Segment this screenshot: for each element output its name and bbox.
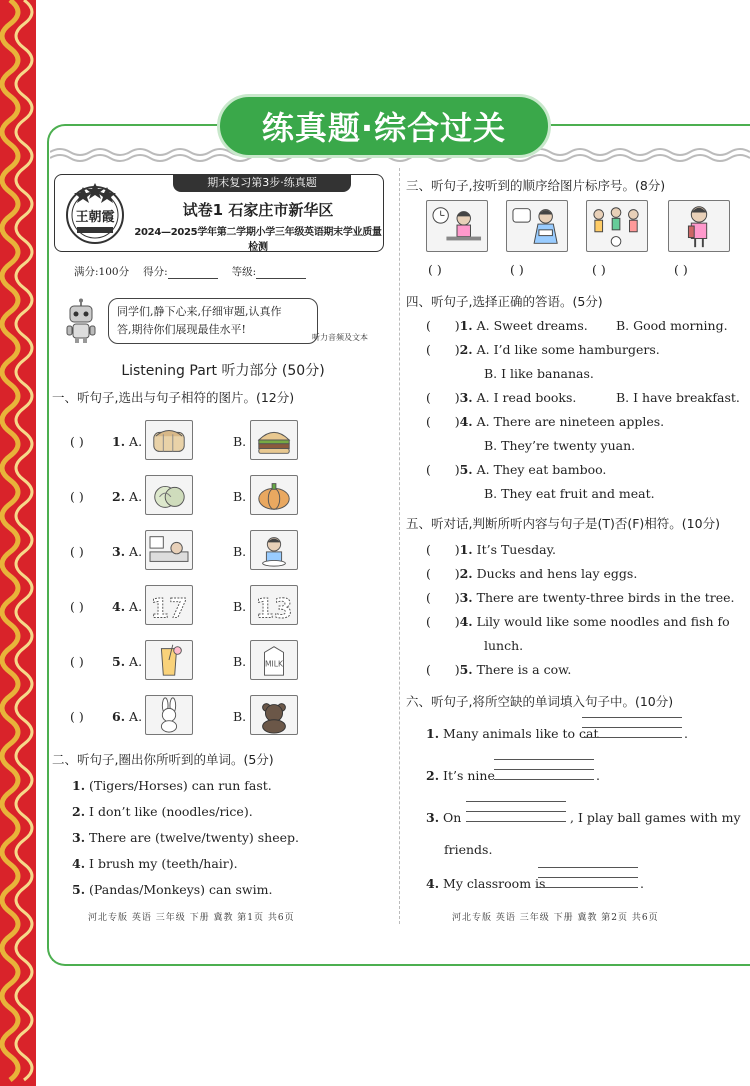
s3-answer-1[interactable]: ( ) (428, 262, 442, 277)
s1-option-b-hamburger-icon (250, 420, 298, 460)
svg-text:13: 13 (255, 593, 293, 624)
item-number: 3. (72, 830, 86, 845)
grade-blank[interactable] (256, 268, 306, 279)
score-row (74, 264, 384, 279)
item-number: 2. (459, 342, 473, 357)
s1-option-a-boy-sleeping-icon (145, 530, 193, 570)
s3-answer-3[interactable]: ( ) (592, 262, 606, 277)
item-text: On (443, 810, 462, 825)
s1-option-b-pumpkin-icon (250, 475, 298, 515)
svg-text:MILK: MILK (264, 659, 284, 669)
item-number: 4. (459, 414, 473, 429)
footer-left: 河北专版 英语 三年级 下册 冀教 第1页 共6页 (88, 913, 295, 923)
s6-item-2-end: . (596, 768, 600, 783)
s3-answer-4[interactable]: ( ) (674, 262, 688, 277)
s2-item-3 (72, 830, 299, 845)
s1-item-number: 5. A. (112, 654, 143, 669)
s1-answer-paren[interactable]: ( ) (70, 709, 84, 724)
s6-item-3 (426, 810, 461, 825)
section-2-title: 二、听句子,圈出你所听到的单词。(5分) (52, 752, 274, 767)
s6-item-1-end: . (684, 726, 688, 741)
item-number: 5. (459, 662, 473, 677)
item-text: I brush my (teeth/hair). (89, 856, 238, 871)
s3-picture-3 (586, 200, 648, 252)
score-blank[interactable] (168, 268, 218, 279)
s1-item-number: 3. A. (112, 544, 143, 559)
item-number: 5. (72, 882, 86, 897)
item-number: 1. (426, 726, 440, 741)
s3-picture-4 (668, 200, 730, 252)
s1-item-number: 6. A. (112, 709, 143, 724)
s4-item-3: ( )3. A. I read books. (426, 390, 577, 405)
s1-option-a-bread-icon (145, 420, 193, 460)
s1-answer-paren[interactable]: ( ) (70, 544, 84, 559)
s6-item-2 (426, 768, 495, 783)
s4-item-2-b: B. I like bananas. (484, 366, 594, 381)
item-number: 3. (459, 390, 473, 405)
s1-option-a-rabbit-icon (145, 695, 193, 735)
girl-reading-icon (507, 201, 567, 251)
section-5-title: 五、听对话,判断所听内容与句子是(T)否(F)相符。(10分) (406, 516, 720, 531)
option-a: A. I read books. (476, 390, 577, 405)
publisher-seal-icon (61, 179, 129, 247)
s5-item-5: ( )5. There is a cow. (426, 662, 572, 677)
s1-option-b-boy-eating-icon (250, 530, 298, 570)
s6-blank-3[interactable] (466, 792, 566, 822)
item-number: 4. (459, 614, 473, 629)
item-number: 4. (72, 856, 86, 871)
robot-icon (64, 298, 98, 344)
s4-item-4: ( )4. A. There are nineteen apples. (426, 414, 665, 429)
item-text: Many animals like to cat (443, 726, 599, 741)
greeting-line-2: 答,期待你们展现最佳水平! (117, 323, 246, 336)
section-1-title: 一、听句子,选出与句子相符的图片。(12分) (52, 390, 295, 405)
item-text: There is a cow. (476, 662, 572, 677)
item-text: Ducks and hens lay eggs. (476, 566, 638, 581)
s4-item-5-b: B. They eat fruit and meat. (484, 486, 655, 501)
s1-option-b-label: B. (233, 434, 247, 449)
s1-option-a-juice-icon (145, 640, 193, 680)
banner-title: 练真题·综合过关 (217, 94, 551, 158)
item-text: Lily would like some noodles and fish fo (476, 614, 730, 629)
item-number: 2. (459, 566, 473, 581)
listening-title: Listening Part 听力部分 (50分) (121, 363, 325, 379)
score-label: 得分: (143, 266, 168, 278)
s1-option-b-label: B. (233, 654, 247, 669)
decorative-ribbon (0, 0, 36, 1086)
item-text: My classroom is (443, 876, 546, 891)
step-tag: 期末复习第3步·练真题 (173, 174, 351, 192)
item-number: 4. (426, 876, 440, 891)
s6-item-4 (426, 876, 545, 891)
item-text: It’s Tuesday. (476, 542, 556, 557)
s2-item-1 (72, 778, 272, 793)
s5-item-1: ( )1. It’s Tuesday. (426, 542, 556, 557)
s4-item-2: ( )2. A. I’d like some hamburgers. (426, 342, 660, 357)
item-text: It’s nine (443, 768, 495, 783)
grade-label: 等级: (231, 266, 257, 278)
children-playing-icon (587, 201, 647, 251)
s4-item-5: ( )5. A. They eat bamboo. (426, 462, 607, 477)
s1-answer-paren[interactable]: ( ) (70, 434, 84, 449)
item-text: There are twenty-three birds in the tree. (476, 590, 735, 605)
s4-item-1: ( )1. A. Sweet dreams. (426, 318, 588, 333)
option-a: A. They eat bamboo. (476, 462, 607, 477)
s6-item-1 (426, 726, 599, 741)
svg-text:17: 17 (150, 593, 188, 624)
s1-answer-paren[interactable]: ( ) (70, 599, 84, 614)
s4-item-1-b: B. Good morning. (616, 318, 728, 333)
s1-item-number: 4. A. (112, 599, 143, 614)
header-card (54, 174, 384, 252)
s1-option-a-cabbage-icon (145, 475, 193, 515)
greeting-bubble (108, 298, 318, 344)
s5-item-3: ( )3. There are twenty-three birds in the tree. (426, 590, 735, 605)
paper-title: 试卷1 石家庄市新华区 (182, 201, 334, 219)
s1-option-b-number-13-icon (250, 585, 298, 625)
item-number: 1. (459, 318, 473, 333)
s4-item-3-b: B. I have breakfast. (616, 390, 740, 405)
section-4-title: 四、听句子,选择正确的答语。(5分) (406, 294, 603, 309)
s1-item-number: 2. A. (112, 489, 143, 504)
item-number: 1. (459, 542, 473, 557)
option-a: A. I’d like some hamburgers. (476, 342, 660, 357)
right-column (406, 168, 750, 928)
item-number: 2. (426, 768, 440, 783)
exam-sheet (50, 168, 750, 928)
s1-option-b-bear-icon (250, 695, 298, 735)
s3-picture-1 (426, 200, 488, 252)
s3-picture-2 (506, 200, 568, 252)
left-column (50, 168, 396, 928)
option-a: A. Sweet dreams. (476, 318, 588, 333)
s1-item-number: 1. A. (112, 434, 143, 449)
s1-option-b-label: B. (233, 599, 247, 614)
s1-option-b-label: B. (233, 489, 247, 504)
item-text: I don’t like (noodles/rice). (89, 804, 253, 819)
item-number: 2. (72, 804, 86, 819)
s6-blank-2[interactable] (494, 750, 594, 780)
s5-item-4: ( )4. Lily would like some noodles and fish fo (426, 614, 730, 629)
s6-blank-4[interactable] (538, 858, 638, 888)
s6-blank-1[interactable] (582, 708, 682, 738)
item-text: (Pandas/Monkeys) can swim. (89, 882, 273, 897)
girl-bag-icon (669, 201, 729, 251)
audio-note[interactable]: 听力音频及文本 (312, 333, 368, 342)
s2-item-5 (72, 882, 272, 897)
s4-item-4-b: B. They’re twenty yuan. (484, 438, 636, 453)
s1-answer-paren[interactable]: ( ) (70, 489, 84, 504)
s5-item-4-cont: lunch. (484, 638, 524, 653)
s6-item-3-cont: friends. (444, 842, 493, 857)
s1-option-b-label: B. (233, 544, 247, 559)
footer-right: 河北专版 英语 三年级 下册 冀教 第2页 共6页 (452, 913, 659, 923)
section-6-title: 六、听句子,将所空缺的单词填入句子中。(10分) (406, 694, 674, 709)
item-number: 5. (459, 462, 473, 477)
item-number: 3. (426, 810, 440, 825)
svg-text:王朝霞: 王朝霞 (75, 210, 115, 225)
s6-item-4-end: . (640, 876, 644, 891)
item-text: (Tigers/Horses) can run fast. (89, 778, 272, 793)
item-number: 3. (459, 590, 473, 605)
paper-subtitle: 2024—2025学年第二学期小学三年级英语期末学业质量检测 (134, 227, 382, 253)
s2-item-4 (72, 856, 238, 871)
girl-clock-icon (427, 201, 487, 251)
greeting-line-1: 同学们,静下心来,仔细审题,认真作 (117, 305, 282, 318)
s2-item-2 (72, 804, 253, 819)
s1-option-b-milk-icon (250, 640, 298, 680)
option-a: A. There are nineteen apples. (476, 414, 665, 429)
s1-answer-paren[interactable]: ( ) (70, 654, 84, 669)
s5-item-2: ( )2. Ducks and hens lay eggs. (426, 566, 638, 581)
s1-option-b-label: B. (233, 709, 247, 724)
section-3-title: 三、听句子,按听到的顺序给图片标序号。(8分) (406, 178, 666, 193)
column-divider (399, 168, 400, 924)
item-text: There are (twelve/twenty) sheep. (89, 830, 299, 845)
s1-option-a-number-17-icon (145, 585, 193, 625)
s6-item-3-end: , I play ball games with my (570, 810, 741, 825)
item-number: 1. (72, 778, 86, 793)
s3-answer-2[interactable]: ( ) (510, 262, 524, 277)
full-score-label: 满分:100分 (74, 266, 130, 278)
